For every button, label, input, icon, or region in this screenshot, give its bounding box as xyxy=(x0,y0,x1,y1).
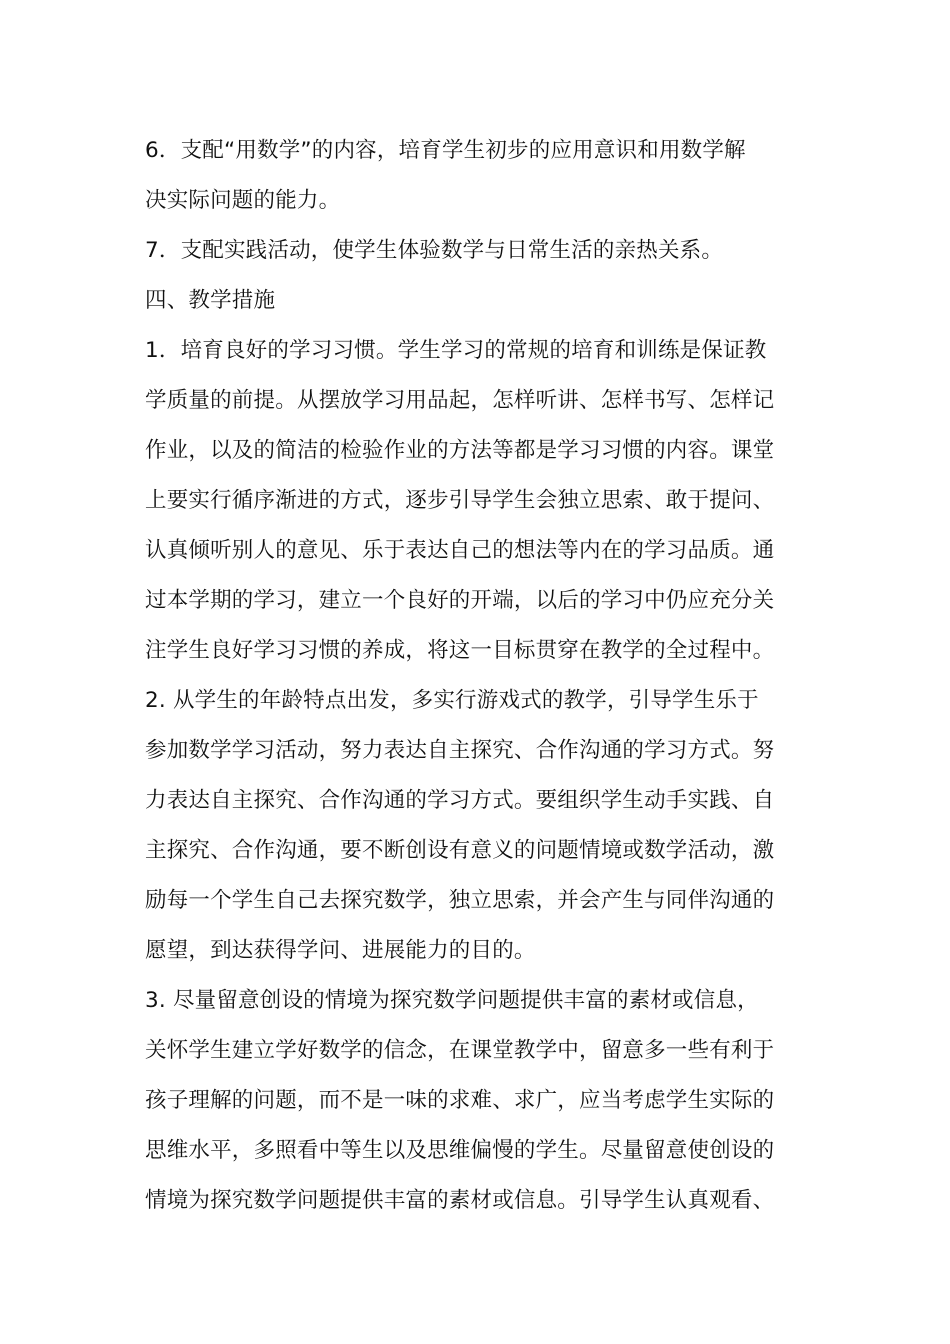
text-line: 情境为探究数学问题提供丰富的素材或信息。引导学生认真观看、 xyxy=(145,1188,775,1213)
text-line: 认真倾听别人的意见、乐于表达自己的想法等内在的学习品质。通 xyxy=(145,538,775,563)
text-line: 主探究、合作沟通，要不断创设有意义的问题情境或数学活动，激 xyxy=(145,838,775,863)
text-line: 力表达自主探究、合作沟通的学习方式。要组织学生动手实践、自 xyxy=(145,788,775,813)
text-line: 注学生良好学习习惯的养成，将这一目标贯穿在教学的全过程中。 xyxy=(145,638,775,663)
text-line: 关怀学生建立学好数学的信念，在课堂教学中，留意多一些有利于 xyxy=(145,1038,775,1063)
text-line: 励每一个学生自己去探究数学，独立思索，并会产生与同伴沟通的 xyxy=(145,888,775,913)
text-line: 过本学期的学习，建立一个良好的开端，以后的学习中仍应充分关 xyxy=(145,588,775,613)
text-line: 思维水平，多照看中等生以及思维偏慢的学生。尽量留意使创设的 xyxy=(145,1138,775,1163)
text-line: 6．支配“用数学”的内容，培育学生初步的应用意识和用数学解 xyxy=(145,138,746,163)
text-line: 1．培育良好的学习习惯。学生学习的常规的培育和训练是保证教 xyxy=(145,338,767,363)
text-line: 孩子理解的问题，而不是一味的求难、求广，应当考虑学生实际的 xyxy=(145,1088,775,1113)
text-line: 学质量的前提。从摆放学习用品起，怎样听讲、怎样书写、怎样记 xyxy=(145,388,775,413)
text-line: 参加数学学习活动，努力表达自主探究、合作沟通的学习方式。努 xyxy=(145,738,775,763)
text-line: 2. 从学生的年龄特点出发，多实行游戏式的教学，引导学生乐于 xyxy=(145,688,759,713)
text-line: 作业，以及的简洁的检验作业的方法等都是学习习惯的内容。课堂 xyxy=(145,438,775,463)
document-body xyxy=(145,126,815,1226)
text-line: 决实际问题的能力。 xyxy=(145,188,341,213)
text-line: 3. 尽量留意创设的情境为探究数学问题提供丰富的素材或信息， xyxy=(145,988,759,1013)
text-line: 愿望，到达获得学问、进展能力的目的。 xyxy=(145,938,536,963)
section-heading: 四、教学措施 xyxy=(145,288,276,313)
text-line: 上要实行循序渐进的方式，逐步引导学生会独立思索、敢于提问、 xyxy=(145,488,775,513)
text-line: 7．支配实践活动，使学生体验数学与日常生活的亲热关系。 xyxy=(145,238,724,263)
